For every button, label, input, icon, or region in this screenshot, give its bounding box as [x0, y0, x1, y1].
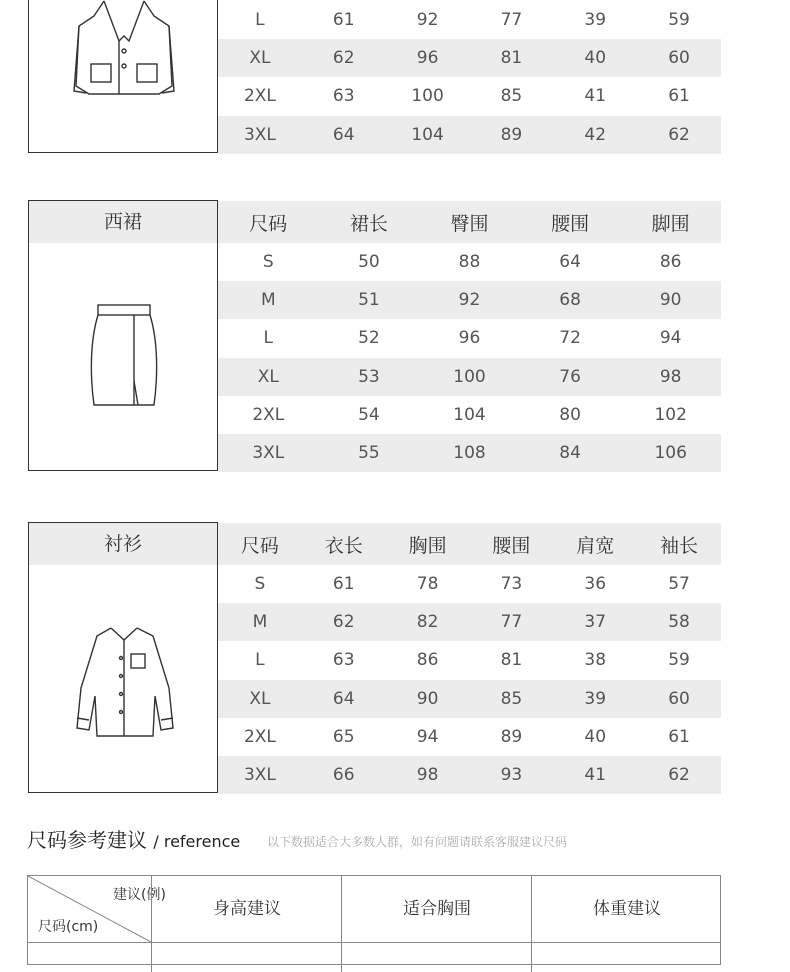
cell: 93 — [500, 765, 523, 786]
cell: M — [260, 290, 276, 311]
cell: 90 — [416, 688, 439, 709]
jacket-illustration — [64, 0, 184, 106]
cell: 59 — [668, 650, 690, 671]
cell: 37 — [584, 612, 607, 633]
cell: 61 — [668, 726, 690, 747]
divider — [28, 942, 720, 943]
shirt-label: 衬衫 — [29, 523, 217, 565]
cell: 55 — [358, 443, 380, 464]
skirt-image-box — [28, 200, 218, 471]
cell: 61 — [332, 10, 355, 31]
column-header: 胸围 — [408, 534, 447, 557]
column-header: 衣长 — [324, 534, 363, 557]
cell: 88 — [458, 252, 481, 273]
cell: 64 — [332, 124, 355, 145]
cell: 98 — [659, 366, 682, 387]
column-header: 尺码 — [240, 534, 279, 557]
cell: 104 — [411, 124, 444, 145]
table-row — [218, 396, 721, 434]
skirt-illustration — [84, 301, 164, 411]
reference-title-en: / reference — [153, 832, 241, 851]
cell: 86 — [416, 650, 439, 671]
cell: 41 — [584, 765, 607, 786]
cell: 90 — [659, 290, 682, 311]
cell: S — [262, 252, 274, 273]
table-row — [218, 1, 721, 39]
table-row — [218, 77, 721, 115]
cell: 89 — [500, 124, 523, 145]
cell: 41 — [584, 86, 607, 107]
table-row — [218, 243, 721, 281]
cell: 2XL — [252, 404, 285, 425]
cell: 59 — [668, 10, 690, 31]
table-row — [218, 319, 721, 357]
cell: 100 — [411, 86, 444, 107]
cell: XL — [249, 48, 271, 69]
cell: 62 — [332, 48, 355, 69]
skirt-label: 西裙 — [29, 201, 217, 243]
cell: 62 — [668, 124, 690, 145]
table-header — [218, 201, 721, 243]
cell: 81 — [500, 650, 523, 671]
shirt-size-table — [218, 523, 721, 794]
table-row — [218, 603, 721, 641]
cell: 76 — [559, 366, 581, 387]
cell: L — [255, 10, 265, 31]
cell: 62 — [332, 612, 355, 633]
cell: 36 — [584, 574, 607, 595]
cell: 58 — [668, 612, 690, 633]
cell: XL — [257, 366, 279, 387]
divider — [151, 942, 152, 972]
cell: 2XL — [243, 86, 276, 107]
skirt-size-table — [218, 201, 721, 472]
table-row — [218, 116, 721, 154]
cell: 60 — [668, 688, 690, 709]
table-row — [218, 718, 721, 756]
table-row — [218, 641, 721, 679]
cell: 84 — [559, 443, 581, 464]
cell: 86 — [659, 252, 682, 273]
cell: 92 — [458, 290, 481, 311]
divider — [531, 942, 532, 972]
cell: L — [255, 650, 265, 671]
cell: 80 — [559, 404, 581, 425]
cell: 106 — [654, 443, 687, 464]
reference-title-cn: 尺码参考建议 — [27, 828, 147, 852]
cell: L — [263, 328, 274, 349]
cell: 64 — [332, 688, 355, 709]
column-header: 适合胸围 — [341, 876, 532, 942]
table-row — [218, 39, 721, 77]
table-row — [218, 434, 721, 472]
cell: 2XL — [243, 726, 276, 747]
cell: 92 — [416, 10, 439, 31]
cell: S — [254, 574, 266, 595]
table-row — [218, 281, 721, 319]
cell: 3XL — [243, 124, 276, 145]
cell: 82 — [416, 612, 439, 633]
column-header: 肩宽 — [576, 534, 615, 557]
cell: 64 — [559, 252, 581, 273]
cell: 53 — [358, 366, 380, 387]
cell: 60 — [668, 48, 690, 69]
cell: 94 — [416, 726, 439, 747]
cell: 96 — [416, 48, 439, 69]
cell: 68 — [559, 290, 581, 311]
jacket-image-box — [28, 0, 218, 153]
cell: XL — [249, 688, 271, 709]
cell: 52 — [358, 328, 380, 349]
cell: 89 — [500, 726, 523, 747]
cell: 38 — [584, 650, 607, 671]
diagonal-header-top: 建议(例) — [113, 887, 166, 903]
divider — [341, 942, 342, 972]
cell: 98 — [416, 765, 439, 786]
cell: 102 — [654, 404, 687, 425]
cell: 72 — [559, 328, 581, 349]
cell: 51 — [358, 290, 380, 311]
reference-title — [27, 824, 240, 853]
diagonal-header-bottom: 尺码(cm) — [38, 919, 99, 935]
cell: 73 — [500, 574, 523, 595]
table-row — [218, 756, 721, 794]
cell: 42 — [584, 124, 607, 145]
column-header: 脚围 — [651, 212, 690, 235]
cell: 78 — [416, 574, 439, 595]
column-header: 尺码 — [249, 212, 288, 235]
cell: 65 — [332, 726, 355, 747]
cell: M — [252, 612, 268, 633]
cell: 61 — [668, 86, 690, 107]
cell: 104 — [453, 404, 486, 425]
cell: 63 — [332, 650, 355, 671]
cell: 54 — [358, 404, 380, 425]
cell: 63 — [332, 86, 355, 107]
cell: 66 — [332, 765, 355, 786]
cell: 40 — [584, 726, 607, 747]
cell: 61 — [332, 574, 355, 595]
cell: 3XL — [243, 765, 276, 786]
column-header: 体重建议 — [531, 876, 722, 942]
shirt-illustration — [69, 618, 179, 748]
cell: 100 — [453, 366, 486, 387]
cell: 62 — [668, 765, 690, 786]
cell: 81 — [500, 48, 523, 69]
cell: 3XL — [252, 443, 285, 464]
cell: 39 — [584, 10, 607, 31]
shirt-image-box — [28, 522, 218, 793]
column-header: 裙长 — [349, 212, 388, 235]
cell: 39 — [584, 688, 607, 709]
jacket-size-table — [218, 1, 721, 154]
reference-table — [27, 875, 721, 965]
column-header: 袖长 — [660, 534, 699, 557]
table-row — [218, 680, 721, 718]
cell: 77 — [500, 612, 523, 633]
table-header — [218, 523, 721, 565]
cell: 85 — [500, 688, 523, 709]
cell: 77 — [500, 10, 523, 31]
table-row — [218, 565, 721, 603]
column-header: 腰围 — [551, 212, 590, 235]
table-row — [218, 358, 721, 396]
cell: 108 — [453, 443, 486, 464]
column-header: 腰围 — [492, 534, 531, 557]
reference-note: 以下数据适合大多数人群，如有问题请联系客服建议尺码 — [267, 835, 568, 849]
cell: 96 — [458, 328, 481, 349]
cell: 85 — [500, 86, 523, 107]
cell: 57 — [668, 574, 690, 595]
cell: 40 — [584, 48, 607, 69]
column-header: 臀围 — [450, 212, 489, 235]
column-header: 身高建议 — [151, 876, 342, 942]
cell: 94 — [659, 328, 682, 349]
cell: 50 — [358, 252, 380, 273]
